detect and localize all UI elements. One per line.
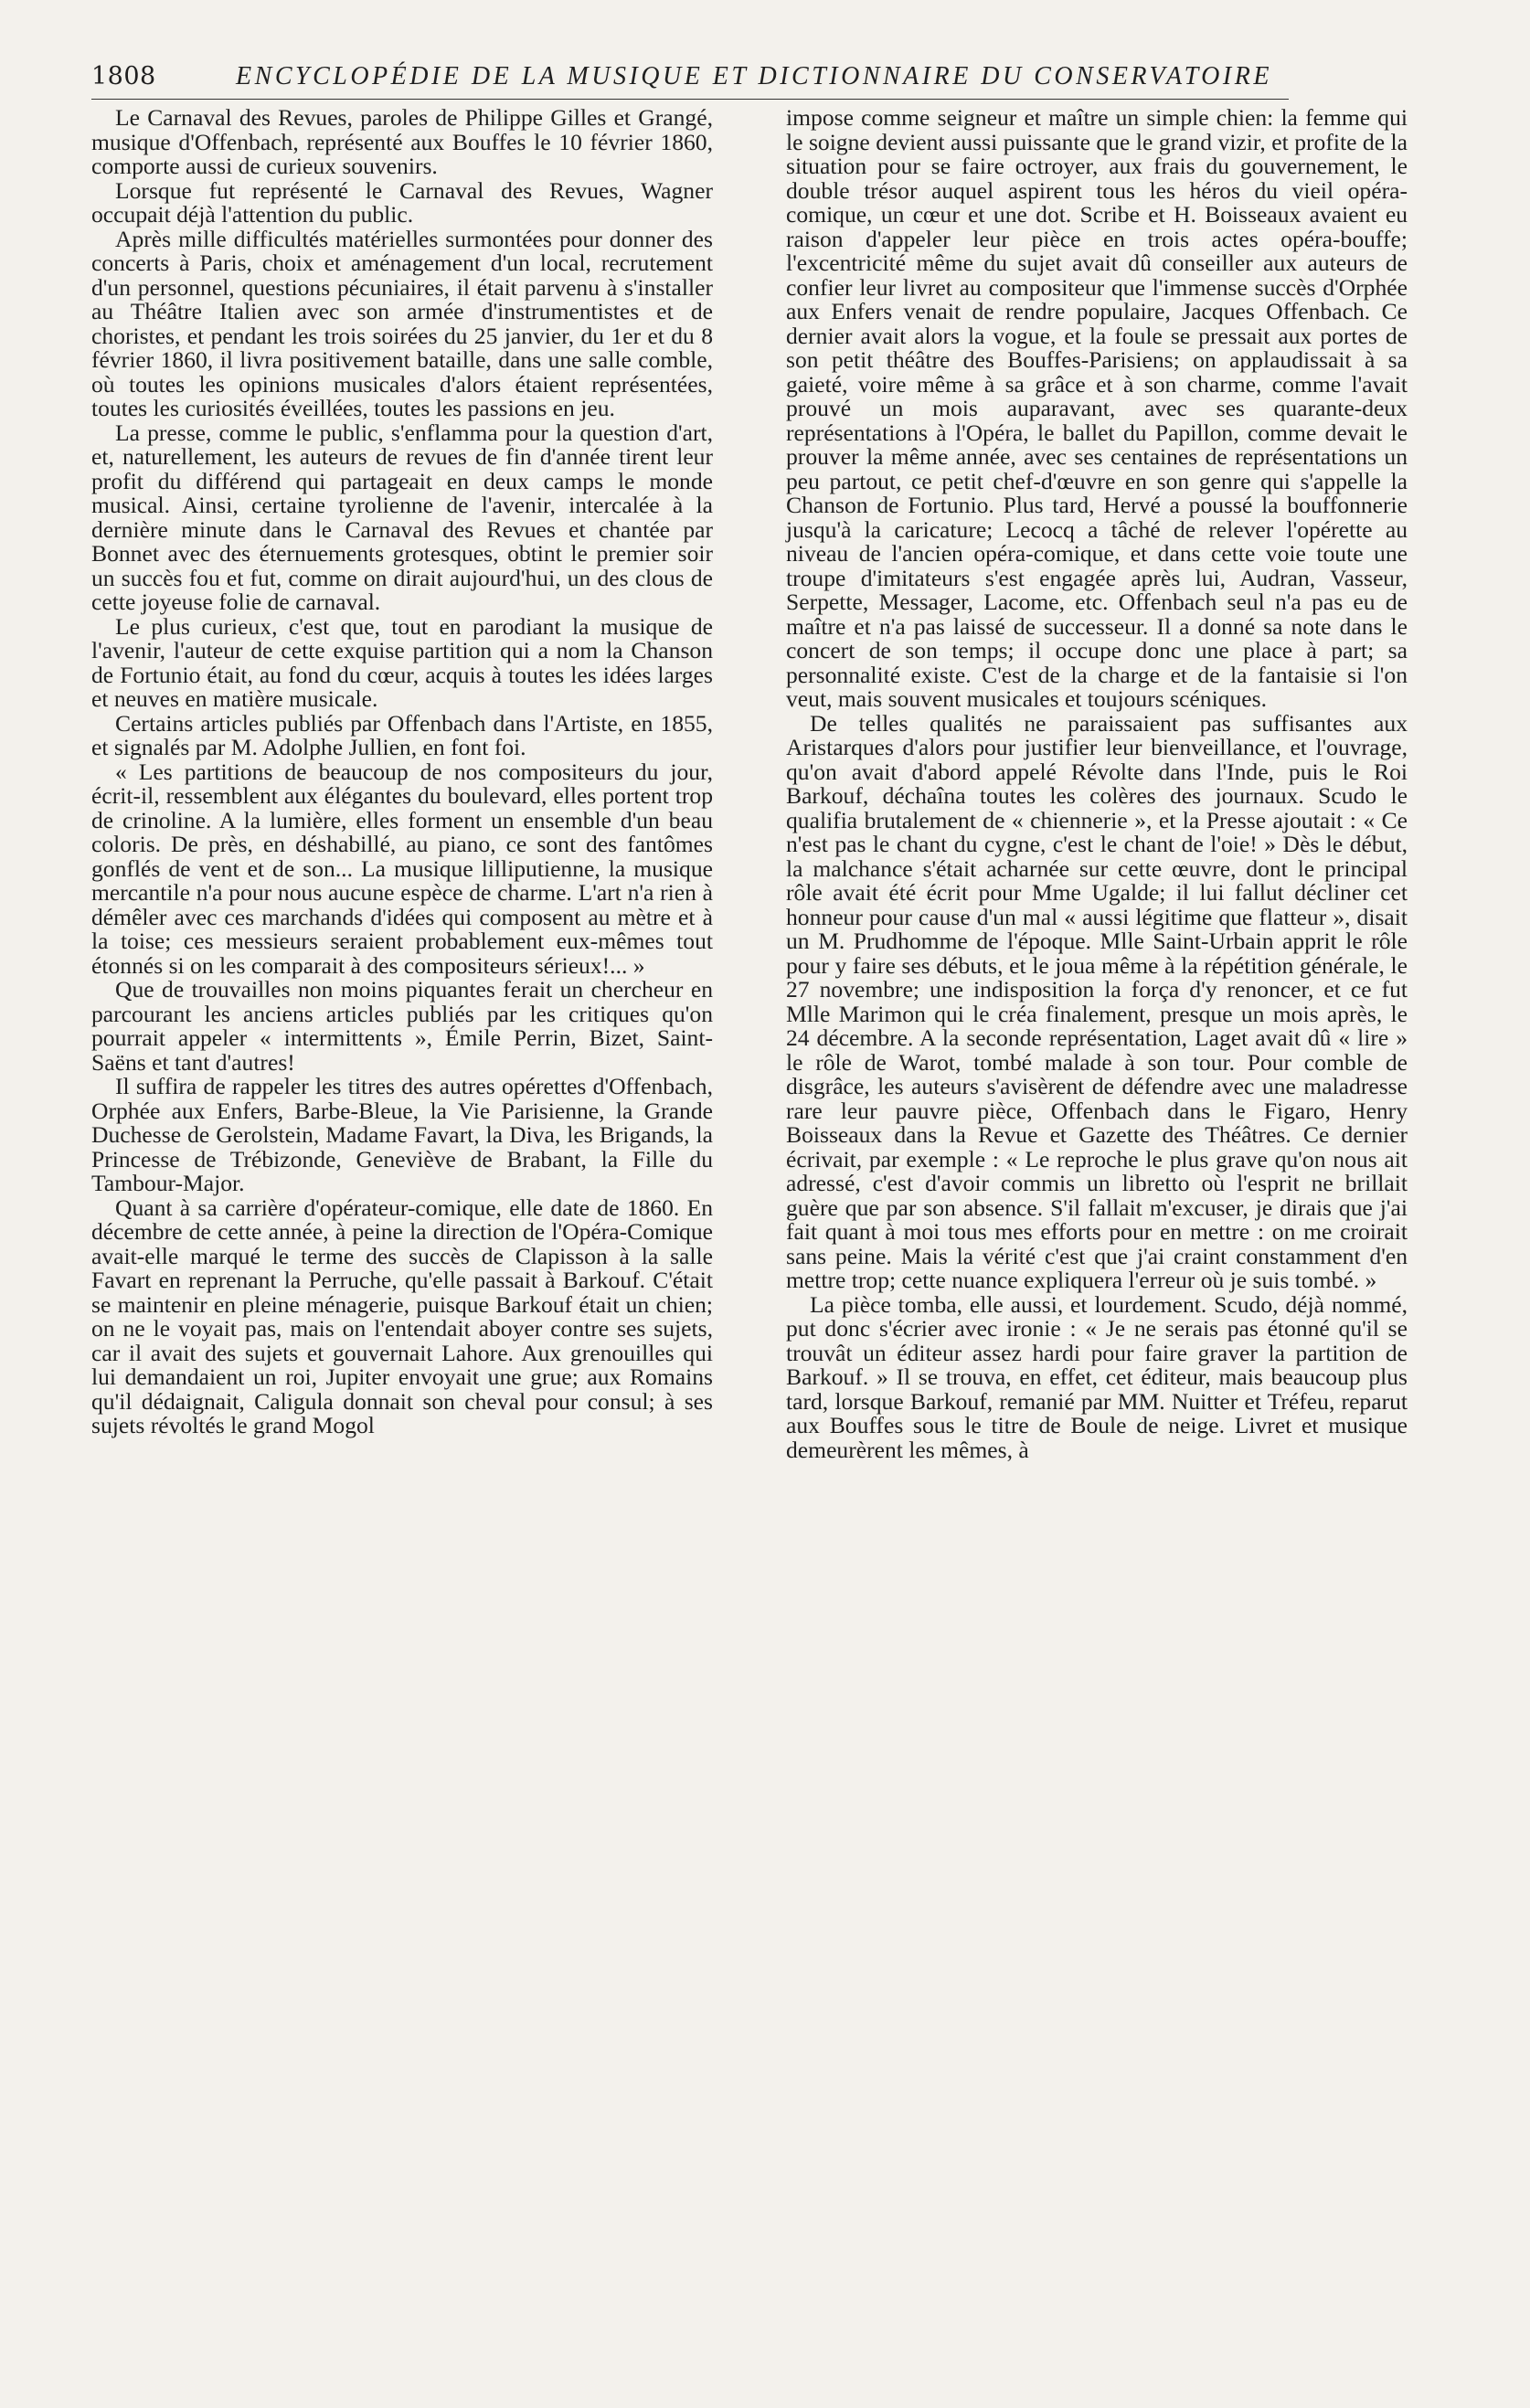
paragraph: Le plus curieux, c'est que, tout en parodiant la musique de l'avenir, l'auteur de cette exquise partition qui a nom la Chanson de Fortunio était, au fond du cœur, acquis à toutes les idées larges et neuves en matière musicale. [91,612,713,712]
right-column [786,106,1408,1462]
left-column [91,106,713,1438]
page-header [91,57,1289,100]
paragraph: impose comme seigneur et maître un simple chien: la femme qui le soigne devient aussi puissante que le grand vizir, et profite de la situation pour se faire octroyer, aux frais du gouvernement, le double trésor auquel aspirent tous les héros du vieil opéra-comique, un cœur et une dot. Scribe et H. Boisseaux avaient eu raison d'appeler leur pièce en trois actes opéra-bouffe; l'excentricité même du sujet avait dû conseiller aux auteurs de confier leur livret au compositeur que l'immense succès d'Orphée aux Enfers venait de rendre populaire, Jacques Offenbach. Ce dernier avait alors la vogue, et la foule se pressait aux portes de son petit théâtre des Bouffes-Parisiens; on applaudissait à sa gaieté, voire même à sa grâce et à son charme, comme l'avait prouvé un mois auparavant, avec ses quarante-deux représentations à l'Opéra, le ballet du Papillon, comme devait le prouver la même année, avec ses centaines de représentations un peu partout, ce petit chef-d'œuvre en son genre qui s'appelle la Chanson de Fortunio. Plus tard, Hervé a poussé la bouffonnerie jusqu'à la caricature; Lecocq a tâché de relever l'opérette au niveau de l'ancien opéra-comique, et dans cette voie toute une troupe d'imitateurs s'est engagée après lui, Audran, Vasseur, Serpette, Messager, Lacome, etc. Offenbach seul n'a pas eu de maître et n'a pas laissé de successeur. Il a donné sa note dans le concert de son temps; il occupe donc une place à part; sa personnalité existe. C'est de la charge et de la fantaisie si l'on veut, mais souvent musicales et toujours scéniques. [786,104,1408,712]
paragraph: Certains articles publiés par Offenbach dans l'Artiste, en 1855, et signalés par M. Adolphe Jullien, en font foi. [91,709,713,760]
paragraph: Il suffira de rappeler les titres des autres opérettes d'Offenbach, Orphée aux Enfers, Barbe-Bleue, la Vie Parisienne, la Grande Duchesse de Gerolstein, Madame Favart, la Diva, les Brigands, la Princesse de Trébizonde, Geneviève de Brabant, la Fille du Tambour-Major. [91,1073,713,1196]
quotation: « Les partitions de beaucoup de nos compositeurs du jour, écrit-il, ressemblent aux élégantes du boulevard, elles portent trop de crinoline. A la lumière, elles forment un ensemble d'un beau coloris. De près, en déshabillé, au piano, ce sont des fantômes gonflés de vent et de son... La musique lilliputienne, la musique mercantile n'a pour nous aucune espèce de charme. L'art n'a rien à démêler avec ces marchands d'idées qui composent au mètre et à la toise; ces messieurs seraient probablement eux-mêmes tout étonnés si on les comparait à des compositeurs sérieux!... » [91,758,713,979]
paragraph: Que de trouvailles non moins piquantes ferait un chercheur en parcourant les anciens articles publiés par les critiques qu'on pourrait appeler « intermittents », Émile Perrin, Bizet, Saint-Saëns et tant d'autres! [91,976,713,1076]
paragraph: Le Carnaval des Revues, paroles de Philippe Gilles et Grangé, musique d'Offenbach, représenté aux Bouffes le 10 février 1860, comporte aussi de curieux souvenirs. [91,104,713,179]
paragraph: La pièce tomba, elle aussi, et lourdement. Scudo, déjà nommé, put donc s'écrier avec ironie : « Je ne serais pas étonné qu'il se trouvât un éditeur assez hardi pour faire graver la partition de Barkouf. » Il se trouva, en effet, cet éditeur, mais beaucoup plus tard, lorsque Barkouf, remanié par MM. Nuitter et Tréfeu, reparut aux Bouffes sous le titre de Boule de neige. Livret et musique demeurèrent les mêmes, à [786,1290,1408,1463]
paragraph: De telles qualités ne paraissaient pas suffisantes aux Aristarques d'alors pour justifier leur bienveillance, et l'ouvrage, qu'on avait d'abord appelé Révolte dans l'Inde, puis le Roi Barkouf, déchaîna toutes les colères des journaux. Scudo le qualifia brutalement de « chiennerie », et la Presse ajoutait : « Ce n'est pas le chant du cygne, c'est le chant de l'oie! » Dès le début, la malchance s'était acharnée sur cette œuvre, dont le principal rôle avait été écrit pour Mme Ugalde; il lui fallut décliner cet honneur pour cause d'un mal « aussi légitime que flatteur », disait un M. Prudhomme de l'époque. Mlle Saint-Urbain apprit le rôle pour y faire ses débuts, et le joua même à la répétition générale, le 27 novembre; une indisposition la força d'y renoncer, et ce fut Mlle Marimon qui le créa finalement, presque un mois après, le 24 décembre. A la seconde représentation, Laget avait dû « lire » le rôle de Warot, tombé malade à son tour. Pour comble de disgrâce, les auteurs s'avisèrent de défendre avec une maladresse rare leur pauvre pièce, Offenbach dans le Figaro, Henry Boisseaux dans la Revue et Gazette des Théâtres. Ce dernier écrivait, par exemple : « Le reproche le plus grave qu'on nous ait adressé, c'est d'avoir commis un libretto où l'esprit ne brillait guère que par son absence. S'il fallait m'excuser, je dirais que j'ai fait quant à moi tous mes efforts pour en mettre : on me croirait sans peine. Mais la vérité c'est que j'ai craint constamment d'en mettre trop; cette nuance expliquera l'erreur où je suis tombé. » [786,709,1408,1293]
running-title: ENCYCLOPÉDIE DE LA MUSIQUE ET DICTIONNAIRE DU CONSERVATOIRE [236,62,1272,90]
paragraph: Lorsque fut représenté le Carnaval des Revues, Wagner occupait déjà l'attention du public. [91,176,713,228]
paragraph: Quant à sa carrière d'opérateur-comique, elle date de 1860. En décembre de cette année, à peine la direction de l'Opéra-Comique avait-elle marqué le terme des succès de Clapisson à la salle Favart en reprenant la Perruche, qu'elle passait à Barkouf. C'était se maintenir en pleine ménagerie, puisque Barkouf était un chien; on ne le voyait pas, mais on l'entendait aboyer contre ses sujets, car il avait des sujets et gouvernait Lahore. Aux grenouilles qui lui demandaient un roi, Jupiter envoyait une grue; aux Romains qu'il dédaignait, Caligula donnait son cheval pour consul; à ses sujets révoltés le grand Mogol [91,1193,713,1438]
page-number: 1808 [91,62,156,90]
paragraph: La presse, comme le public, s'enflamma pour la question d'art, et, naturellement, les auteurs de revues de fin d'année tirent leur profit du différend qui partageait en deux camps le monde musical. Ainsi, certaine tyrolienne de l'avenir, intercalée à la dernière minute dans le Carnaval des Revues et chantée par Bonnet avec des éternuements grotesques, obtint le premier soir un succès fou et fut, comme on dirait aujourd'hui, un des clous de cette joyeuse folie de carnaval. [91,419,713,615]
paragraph: Après mille difficultés matérielles surmontées pour donner des concerts à Paris, choix et aménagement d'un local, recrutement d'un personnel, questions pécuniaires, il était parvenu à s'installer au Théâtre Italien avec son armée d'instrumentistes et de choristes, et pendant les trois soirées du 25 janvier, du 1er et du 8 février 1860, il livra positivement bataille, dans une salle comble, où toutes les opinions musicales d'alors étaient représentées, toutes les curiosités éveillées, toutes les passions en jeu. [91,225,713,421]
